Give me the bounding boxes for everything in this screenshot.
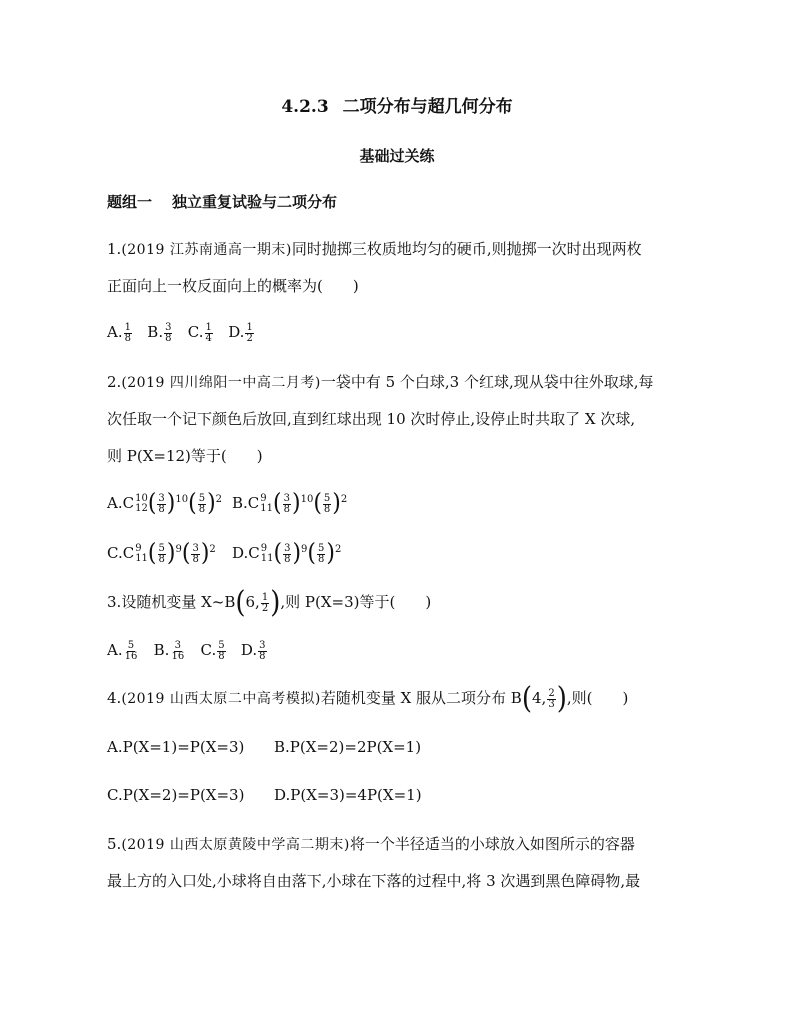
section-title xyxy=(0,92,794,117)
question-3-line-1: 3.设随机变量 X~B(6, $\frac{1}{2}$ ),则 P(X=3)等于( ) xyxy=(107,585,432,621)
question-5-line-2: 最上方的入口处,小球将自由落下,小球在下落的过程中,将 3 次遇到黑色障碍物,最 xyxy=(107,872,641,890)
question-number: 4. xyxy=(107,689,122,707)
group-topic: 独立重复试验与二项分布 xyxy=(172,193,338,211)
option-d: D. $\frac{3}{8}$ xyxy=(240,639,266,662)
group-label: 题组一 xyxy=(107,193,153,211)
question-text-end: ,则( ) xyxy=(566,689,629,707)
question-2-option-b: B.C 9 11 ( $\frac{3}{8}$ )$^{10}$( $\frac{5}{8}$ )$^2$ xyxy=(232,489,348,518)
question-number: 5. xyxy=(107,835,122,853)
page-subtitle: 基础过关练 xyxy=(359,147,435,165)
question-text: 同时抛掷三枚质地均匀的硬币,则抛掷一次时出现两枚 xyxy=(291,240,642,258)
question-1-options xyxy=(107,322,255,344)
question-text: 一袋中有 5 个白球,3 个红球,现从袋中往外取球,每 xyxy=(320,373,654,391)
question-text-end: ,则 P(X=3)等于( ) xyxy=(280,593,432,611)
option-d: D. $\frac{1}{2}$ xyxy=(228,321,253,344)
question-text: 若随机变量 X 服从二项分布 B xyxy=(320,689,522,707)
question-3-options xyxy=(107,640,268,662)
question-1-line-2: 正面向上一枚反面向上的概率为( ) xyxy=(107,277,359,295)
question-source: (2019 山西太原黄陵中学高二期末) xyxy=(121,837,350,853)
question-2-line-3: 则 P(X=12)等于( ) xyxy=(107,447,263,465)
question-4-option-a: A.P(X=1)=P(X=3) xyxy=(107,738,245,756)
option-c: C. $\frac{1}{4}$ xyxy=(187,321,212,344)
question-2-line-1 xyxy=(107,372,654,393)
option-b: B. $\frac{3}{8}$ xyxy=(147,321,172,344)
question-number: 2. xyxy=(107,373,122,391)
question-group-heading xyxy=(107,191,337,212)
option-c: C. $\frac{5}{8}$ xyxy=(200,639,225,662)
option-b: B. $\frac{3}{16}$ xyxy=(153,639,185,662)
question-number: 3. xyxy=(107,593,122,611)
question-4-line-1: 4.(2019 山西太原二中高考模拟)若随机变量 X 服从二项分布 B(4, $\frac{2}{3}$ ),则( ) xyxy=(107,681,629,717)
question-1-line-1 xyxy=(107,239,642,260)
question-number: 1. xyxy=(107,240,122,258)
question-text: 设随机变量 X~B xyxy=(121,593,236,611)
question-5-line-1 xyxy=(107,834,635,855)
question-source: (2019 四川绵阳一中高二月考) xyxy=(121,375,321,391)
question-text: 将一个半径适当的小球放入如图所示的容器 xyxy=(349,835,635,853)
question-2-option-c: C.C 9 11 ( $\frac{5}{8}$ )$^9$( $\frac{3}{8}$ )$^2$ xyxy=(107,539,216,568)
section-heading: 二项分布与超几何分布 xyxy=(342,97,513,117)
option-a: A. $\frac{1}{8}$ xyxy=(107,321,131,344)
question-2-option-d: D.C 9 11 ( $\frac{3}{8}$ )$^9$( $\frac{5}{8}$ )$^2$ xyxy=(232,539,342,568)
question-2-option-a: A.C 10 12 ( $\frac{3}{8}$ )$^{10}$( $\frac{5}{8}$ )$^2$ xyxy=(107,489,223,518)
question-source: (2019 山西太原二中高考模拟) xyxy=(121,691,321,707)
option-a: A. $\frac{5}{16}$ xyxy=(107,639,138,662)
section-number: 4.2.3 xyxy=(281,97,329,117)
question-source: (2019 江苏南通高一期末) xyxy=(121,242,292,258)
question-4-option-c: C.P(X=2)=P(X=3) xyxy=(107,786,245,804)
question-4-option-d: D.P(X=3)=4P(X=1) xyxy=(274,786,422,804)
question-2-line-2: 次任取一个记下颜色后放回,直到红球出现 10 次时停止,设停止时共取了 X 次球, xyxy=(107,410,636,428)
question-4-option-b: B.P(X=2)=2P(X=1) xyxy=(274,738,422,756)
